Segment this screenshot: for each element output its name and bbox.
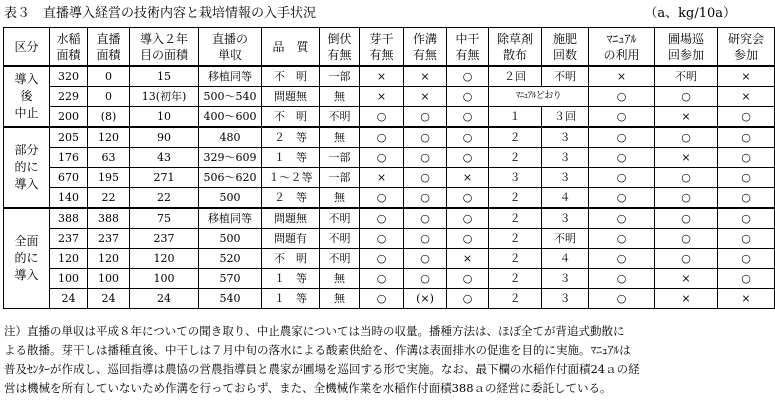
column-header-line2: 有無 <box>327 47 352 62</box>
table-cell: ○ <box>589 229 655 249</box>
data-table <box>3 27 775 309</box>
table-cell: ○ <box>447 188 489 209</box>
table-cell: 176 <box>50 148 88 168</box>
table-cell: ２ <box>489 208 542 229</box>
table-cell: ○ <box>589 289 655 309</box>
table-row <box>4 289 775 309</box>
column-header <box>4 28 50 67</box>
table-cell: ○ <box>447 148 489 168</box>
table-cell: 不明 <box>320 249 360 269</box>
column-header <box>130 28 199 67</box>
column-header <box>718 28 775 67</box>
table-cell: (×) <box>404 289 447 309</box>
table-cell: 不 明 <box>262 249 320 269</box>
table-cell: 237 <box>50 229 88 249</box>
column-header-line1: 直播の <box>211 31 248 46</box>
table-cell: ４ <box>542 188 589 209</box>
table-cell: ○ <box>447 208 489 229</box>
table-cell: 480 <box>199 127 262 148</box>
table-cell: 15 <box>130 66 199 87</box>
footnote-line: よる散播。芽干しは播種直後、中干しは７月中旬の落水による酸素供給を、作溝は表面排水の促進を目的に実施。ﾏﾆｭｱﾙは <box>4 343 631 357</box>
table-cell: 320 <box>50 66 88 87</box>
table-cell: 不 明 <box>262 66 320 87</box>
table-cell: ○ <box>718 127 775 148</box>
table-cell: ○ <box>655 188 718 209</box>
footnote <box>4 322 746 398</box>
column-header-line1: 圃場巡 <box>667 31 704 46</box>
table-cell: ３ <box>542 208 589 229</box>
table-cell: × <box>655 269 718 289</box>
table-cell: 388 <box>88 208 130 229</box>
table-row <box>4 269 775 289</box>
column-header-line2: 参加 <box>733 47 758 62</box>
table-cell: 63 <box>88 148 130 168</box>
column-header-line1: 品 質 <box>272 39 309 54</box>
column-header <box>360 28 404 67</box>
table-cell: ３ <box>542 289 589 309</box>
table-cell: × <box>655 148 718 168</box>
table-cell: 無 <box>320 289 360 309</box>
table-cell: × <box>655 107 718 128</box>
footnote-line: 営は機械を所有していないため作溝を行っておらず、また、全機械作業を水稲作付面積388ａの経営に委託している。 <box>4 381 612 395</box>
table-cell: 0 <box>88 66 130 87</box>
table-cell: １ <box>489 107 542 128</box>
column-header <box>88 28 130 67</box>
table-cell: 不明 <box>542 66 589 87</box>
table-cell: 120 <box>50 249 88 269</box>
table-cell: ○ <box>447 289 489 309</box>
column-header-line2: 単収 <box>217 47 242 62</box>
table-cell: 0 <box>88 87 130 107</box>
table-cell: 24 <box>88 289 130 309</box>
table-cell: 140 <box>50 188 88 209</box>
table-cell: ２ <box>489 127 542 148</box>
table-cell: ○ <box>360 289 404 309</box>
table-cell: ○ <box>447 229 489 249</box>
table-cell: ○ <box>589 87 655 107</box>
table-cell: 75 <box>130 208 199 229</box>
table-cell: × <box>655 289 718 309</box>
table-cell: ○ <box>589 249 655 269</box>
table-cell: ○ <box>655 127 718 148</box>
table-cell: 120 <box>88 127 130 148</box>
table-cell: ２ <box>489 289 542 309</box>
table-cell: × <box>447 249 489 269</box>
table-cell: 不明 <box>320 208 360 229</box>
table-cell: 移植同等 <box>199 66 262 87</box>
table-cell: 24 <box>50 289 88 309</box>
table-cell: 100 <box>130 269 199 289</box>
table-cell: ○ <box>360 208 404 229</box>
table-row <box>4 66 775 87</box>
table-cell: 一部 <box>320 148 360 168</box>
footnote-line: 注）直播の単収は平成８年についての聞き取り、中止農家については当時の収量。播種方法は、ほぼ全てが背追式動散に <box>4 324 625 338</box>
table-cell: 540 <box>199 289 262 309</box>
column-header <box>404 28 447 67</box>
table-cell: × <box>718 66 775 87</box>
table-cell: ○ <box>655 229 718 249</box>
column-header-line2: の利用 <box>603 47 640 62</box>
table-row <box>4 229 775 249</box>
table-cell: ２ <box>489 188 542 209</box>
column-header-line1: 除草剤 <box>496 31 533 46</box>
table-row <box>4 87 775 107</box>
table-cell: ○ <box>718 148 775 168</box>
table-cell: 不明 <box>655 66 718 87</box>
table-cell: 100 <box>50 269 88 289</box>
table-cell: ○ <box>404 188 447 209</box>
table-cell: ○ <box>360 229 404 249</box>
column-header-line2: 散布 <box>502 47 527 62</box>
table-cell: 移植同等 <box>199 208 262 229</box>
table-cell: 問題有 <box>262 229 320 249</box>
column-header-line1: 直播 <box>96 31 121 46</box>
table-cell: × <box>718 87 775 107</box>
table-cell: 13(初年) <box>130 87 199 107</box>
table-cell: １～２等 <box>262 168 320 188</box>
table-cell: ○ <box>589 168 655 188</box>
table-body <box>4 66 775 309</box>
table-cell: ３ <box>542 148 589 168</box>
column-header-line1: 施肥 <box>552 31 577 46</box>
table-cell: ○ <box>447 269 489 289</box>
table-cell: ○ <box>589 208 655 229</box>
group-label: 全面 的に 導入 <box>4 208 50 309</box>
column-header-line2: 有無 <box>412 47 437 62</box>
table-cell: ３ <box>542 269 589 289</box>
table-cell: 329～609 <box>199 148 262 168</box>
table-cell: 無 <box>320 269 360 289</box>
table-cell: × <box>404 87 447 107</box>
table-cell: 不 明 <box>262 107 320 128</box>
table-cell: 237 <box>88 229 130 249</box>
table-cell: ○ <box>655 249 718 269</box>
column-header <box>489 28 542 67</box>
table-row <box>4 148 775 168</box>
table-cell: ３ <box>542 127 589 148</box>
table-row <box>4 168 775 188</box>
table-cell: ２ <box>489 229 542 249</box>
table-cell: 200 <box>50 107 88 128</box>
column-header-line2: 回参加 <box>667 47 704 62</box>
table-cell: 670 <box>50 168 88 188</box>
table-cell: 不明 <box>320 107 360 128</box>
column-header <box>655 28 718 67</box>
table-cell: 不明 <box>320 229 360 249</box>
table-cell: 237 <box>130 229 199 249</box>
table-cell: ○ <box>404 269 447 289</box>
column-header-line1: ﾏﾆｭｱﾙ <box>606 31 637 46</box>
table-row <box>4 208 775 229</box>
column-header-line2: 面積 <box>96 47 121 62</box>
table-cell: 22 <box>88 188 130 209</box>
table-row <box>4 188 775 209</box>
table-cell: ﾏﾆｭｱﾙどおり <box>489 87 589 107</box>
table-cell: ○ <box>718 188 775 209</box>
table-cell: ○ <box>718 249 775 269</box>
table-cell: 一部 <box>320 168 360 188</box>
column-header-line2: 目の面積 <box>139 47 188 62</box>
table-cell: 205 <box>50 127 88 148</box>
table-cell: 無 <box>320 127 360 148</box>
table-cell: ２回 <box>489 66 542 87</box>
table-cell: ○ <box>718 107 775 128</box>
table-cell: 271 <box>130 168 199 188</box>
table-cell: 500 <box>199 188 262 209</box>
column-header-line1: 作溝 <box>412 31 437 46</box>
group-label: 導入 後 中止 <box>4 66 50 127</box>
table-cell: ○ <box>589 269 655 289</box>
table-cell: × <box>360 168 404 188</box>
table-caption <box>4 4 746 24</box>
table-cell: ○ <box>404 127 447 148</box>
table-cell: 520 <box>199 249 262 269</box>
column-header-line1: 導入２年 <box>139 31 188 46</box>
table-cell: ○ <box>360 127 404 148</box>
table-cell: ○ <box>404 148 447 168</box>
table-cell: × <box>404 66 447 87</box>
header-row <box>4 28 775 67</box>
column-header <box>447 28 489 67</box>
table-cell: ○ <box>655 208 718 229</box>
column-header <box>542 28 589 67</box>
table-cell: 195 <box>88 168 130 188</box>
column-header-line1: 区分 <box>14 39 39 54</box>
table-cell: ２ <box>489 249 542 269</box>
table-cell: 問題無 <box>262 87 320 107</box>
table-cell: ２ <box>489 269 542 289</box>
table-cell: ○ <box>589 148 655 168</box>
table-cell: ○ <box>447 87 489 107</box>
table-cell: ２ <box>489 148 542 168</box>
table-cell: ３ <box>489 168 542 188</box>
table-cell: (8) <box>88 107 130 128</box>
table-cell: × <box>589 66 655 87</box>
table-cell: ○ <box>718 269 775 289</box>
table-cell: 24 <box>130 289 199 309</box>
column-header-line2: 回数 <box>552 47 577 62</box>
table-cell: ○ <box>718 229 775 249</box>
table-cell: ○ <box>589 107 655 128</box>
table-cell: 22 <box>130 188 199 209</box>
table-cell: ○ <box>589 188 655 209</box>
table-cell: ３回 <box>542 107 589 128</box>
table-cell: 500 <box>199 229 262 249</box>
column-header-line2: 有無 <box>369 47 394 62</box>
column-header <box>320 28 360 67</box>
column-header-line1: 水稲 <box>56 31 81 46</box>
table-cell: ○ <box>447 66 489 87</box>
table-cell: × <box>718 289 775 309</box>
table-cell: 500～540 <box>199 87 262 107</box>
table-cell: ○ <box>360 269 404 289</box>
table-cell: ○ <box>589 127 655 148</box>
table-row <box>4 127 775 148</box>
table-cell: 506～620 <box>199 168 262 188</box>
column-header-line1: 中干 <box>455 31 480 46</box>
table-cell: 不明 <box>542 229 589 249</box>
table-cell: 229 <box>50 87 88 107</box>
table-cell: ４ <box>542 249 589 269</box>
table-cell: 43 <box>130 148 199 168</box>
group-label: 部分 的に 導入 <box>4 127 50 208</box>
table-row <box>4 107 775 128</box>
table-cell: 120 <box>88 249 130 269</box>
table-title: 表３ 直播導入経営の技術内容と栽培情報の入手状況 <box>4 6 317 21</box>
table-cell: ○ <box>360 148 404 168</box>
table-cell: 120 <box>130 249 199 269</box>
table-cell: × <box>360 66 404 87</box>
column-header-line2: 面積 <box>56 47 81 62</box>
table-cell: ○ <box>360 249 404 269</box>
column-header <box>50 28 88 67</box>
table-cell: × <box>447 168 489 188</box>
table-cell: ２ 等 <box>262 188 320 209</box>
table-cell: ○ <box>404 249 447 269</box>
table-cell: ○ <box>655 87 718 107</box>
table-cell: ○ <box>447 107 489 128</box>
table-cell: １ 等 <box>262 148 320 168</box>
table-cell: 100 <box>88 269 130 289</box>
table-cell: ２ 等 <box>262 127 320 148</box>
table-row <box>4 249 775 269</box>
footnote-line: 普及ｾﾝﾀｰが作成し、巡回指導は農協の営農指導員と農家が圃場を巡回する形で実施。なお、最下欄の水稲作付面積24ａの経 <box>4 362 640 376</box>
table-cell: ○ <box>404 208 447 229</box>
column-header <box>589 28 655 67</box>
table-cell: ○ <box>447 127 489 148</box>
column-header-line1: 芽干 <box>369 31 394 46</box>
table-cell: 10 <box>130 107 199 128</box>
table-cell: 無 <box>320 87 360 107</box>
table-cell: 400～600 <box>199 107 262 128</box>
column-header-line2: 有無 <box>455 47 480 62</box>
column-header <box>262 28 320 67</box>
unit-label: （a、kg/10a） <box>644 6 736 21</box>
column-header-line1: 研究会 <box>727 31 764 46</box>
table-cell: 無 <box>320 188 360 209</box>
column-header <box>199 28 262 67</box>
table-cell: ○ <box>360 188 404 209</box>
table-cell: 一部 <box>320 66 360 87</box>
table-cell: × <box>360 87 404 107</box>
column-header-line1: 倒伏 <box>327 31 352 46</box>
table-cell: 問題無 <box>262 208 320 229</box>
table-cell: ３ <box>542 168 589 188</box>
table-cell: ○ <box>404 229 447 249</box>
table-cell: １ 等 <box>262 289 320 309</box>
table-cell: ○ <box>718 168 775 188</box>
table-cell: １ 等 <box>262 269 320 289</box>
table-cell: 388 <box>50 208 88 229</box>
table-cell: ○ <box>404 168 447 188</box>
table-cell: 570 <box>199 269 262 289</box>
table-cell: 90 <box>130 127 199 148</box>
table-cell: ○ <box>404 107 447 128</box>
table-cell: ○ <box>360 107 404 128</box>
table-cell: ○ <box>718 208 775 229</box>
table-cell: ○ <box>655 168 718 188</box>
